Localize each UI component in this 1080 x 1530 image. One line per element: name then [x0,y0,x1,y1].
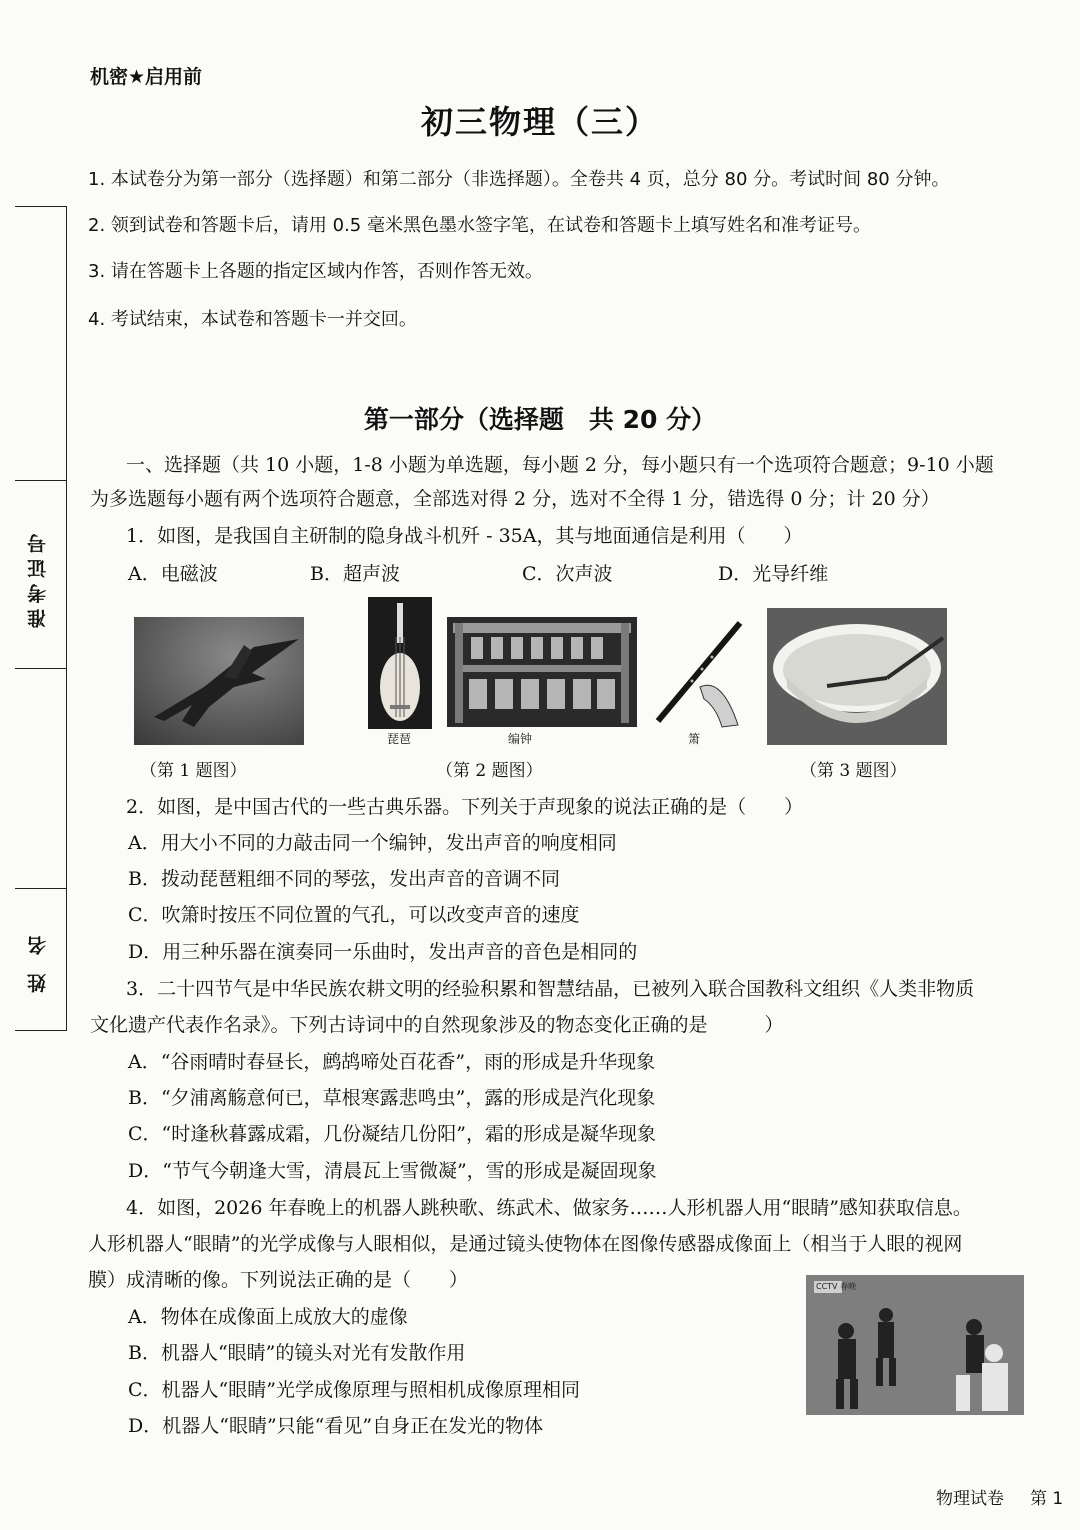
fighter-jet-image [134,617,304,745]
instruction-1: 1. 本试卷分为第一部分（选择题）和第二部分（非选择题）。全卷共 4 页，总分 80 分。考试时间 80 分钟。 [88,169,950,190]
q3-stem-line2: 文化遗产代表作名录》。下列古诗词中的自然现象涉及的物态变化正确的是 ） [90,1014,784,1036]
instruction-4: 4. 考试结束，本试卷和答题卡一并交回。 [88,309,417,330]
bowl-chopstick-icon [767,608,947,745]
confidential-mark: 机密★启用前 [90,66,203,88]
pipa-label: 琵琶 [387,732,412,746]
section-title: 第一部分（选择题 共 20 分） [363,405,717,434]
tv-logo: CCTV 春晚 [816,1282,857,1291]
section-intro-line1: 一、选择题（共 10 小题，1-8 小题为单选题，每小题 2 分，每小题只有一个选项符合题意；9-10 小题 [126,454,994,476]
q1-stem: 1．如图，是我国自主研制的隐身战斗机歼 - 35A，其与地面通信是利用（ ） [126,525,803,547]
q4-option-b: B．机器人“眼睛”的镜头对光有发散作用 [128,1342,466,1364]
q4-stem-line3: 膜）成清晰的像。下列说法正确的是（ ） [88,1269,469,1291]
binding-rule-2 [15,668,67,669]
q4-option-d: D．机器人“眼睛”只能“看见”自身正在发光的物体 [128,1415,544,1437]
binding-vertical-line [66,206,67,1030]
q1-option-b: B．超声波 [310,563,400,585]
instruction-3: 3. 请在答题卡上各题的指定区域内作答，否则作答无效。 [88,261,543,282]
q2-option-d: D．用三种乐器在演奏同一乐曲时，发出声音的音色是相同的 [128,941,638,963]
xiao-label: 箫 [688,732,701,746]
fighter-jet-icon [134,617,304,745]
section-intro-line2: 为多选题每小题有两个选项符合题意，全部选对得 2 分，选对不全得 1 分，错选得 0 分；计 20 分） [90,488,940,510]
q3-option-b: B．“夕浦离觞意何已，草根寒露悲鸣虫”，露的形成是汽化现象 [128,1087,656,1109]
q3-option-c: C．“时逢秋暮露成霜，几份凝结几份阳”，霜的形成是凝华现象 [128,1123,656,1145]
robot-performance-image [806,1275,1024,1415]
footer-page: 第 1 [1030,1489,1064,1509]
q4-option-a: A．物体在成像面上成放大的虚像 [128,1306,408,1328]
binding-top-rule [15,206,67,207]
q1-option-a: A．电磁波 [128,563,218,585]
student-name-label: 姓 名 [27,930,49,993]
q4-option-c: C．机器人“眼睛”光学成像原理与照相机成像原理相同 [128,1379,580,1401]
refraction-bowl-image [767,608,947,745]
q2-option-c: C．吹箫时按压不同位置的气孔，可以改变声音的速度 [128,904,580,926]
q4-stem-line1: 4．如图，2026 年春晚上的机器人跳秧歌、练武术、做家务……人形机器人用“眼睛”感知获取信息。 [126,1197,972,1219]
q4-stem-line2: 人形机器人“眼睛”的光学成像与人眼相似，是通过镜头使物体在图像传感器成像面上（相当于人眼的视网 [88,1233,963,1255]
xiao-icon [652,617,746,729]
exam-id-label: 准考证号 [27,528,49,628]
q3-option-d: D．“节气今朝逢大雪，清晨瓦上雪微凝”，雪的形成是凝固现象 [128,1160,657,1182]
xiao-image [652,617,746,729]
q2-option-a: A．用大小不同的力敲击同一个编钟，发出声音的响度相同 [128,832,617,854]
bianzhong-label: 编钟 [508,732,533,746]
figure-3-caption: （第 3 题图） [800,761,907,781]
q1-option-c: C．次声波 [522,563,613,585]
instruction-2: 2. 领到试卷和答题卡后，请用 0.5 毫米黑色墨水签字笔，在试卷和答题卡上填写姓名和准考证号。 [88,215,871,236]
bianzhong-icon [447,617,637,727]
q1-option-d: D．光导纤维 [718,563,829,585]
binding-bottom-rule [15,1030,67,1031]
q3-stem-line1: 3．二十四节气是中华民族农耕文明的经验积累和智慧结晶，已被列入联合国教科文组织《人类非物质 [126,978,975,1000]
q2-option-b: B．拨动琵琶粗细不同的琴弦，发出声音的音调不同 [128,868,560,890]
figure-2-caption: （第 2 题图） [436,761,543,781]
page-title: 初三物理（三） [420,103,659,141]
binding-rule-1 [15,480,67,481]
pipa-image [368,597,432,729]
q3-option-a: A．“谷雨晴时春昼长，鹧鸪啼处百花香”，雨的形成是升华现象 [128,1051,656,1073]
q2-stem: 2．如图，是中国古代的一些古典乐器。下列关于声现象的说法正确的是（ ） [126,796,804,818]
bianzhong-image [447,617,637,727]
binding-rule-3 [15,888,67,889]
pipa-icon [368,597,432,729]
figure-1-caption: （第 1 题图） [140,761,247,781]
footer-subject: 物理试卷 [936,1489,1004,1509]
robot-dancers-icon [806,1275,1024,1415]
